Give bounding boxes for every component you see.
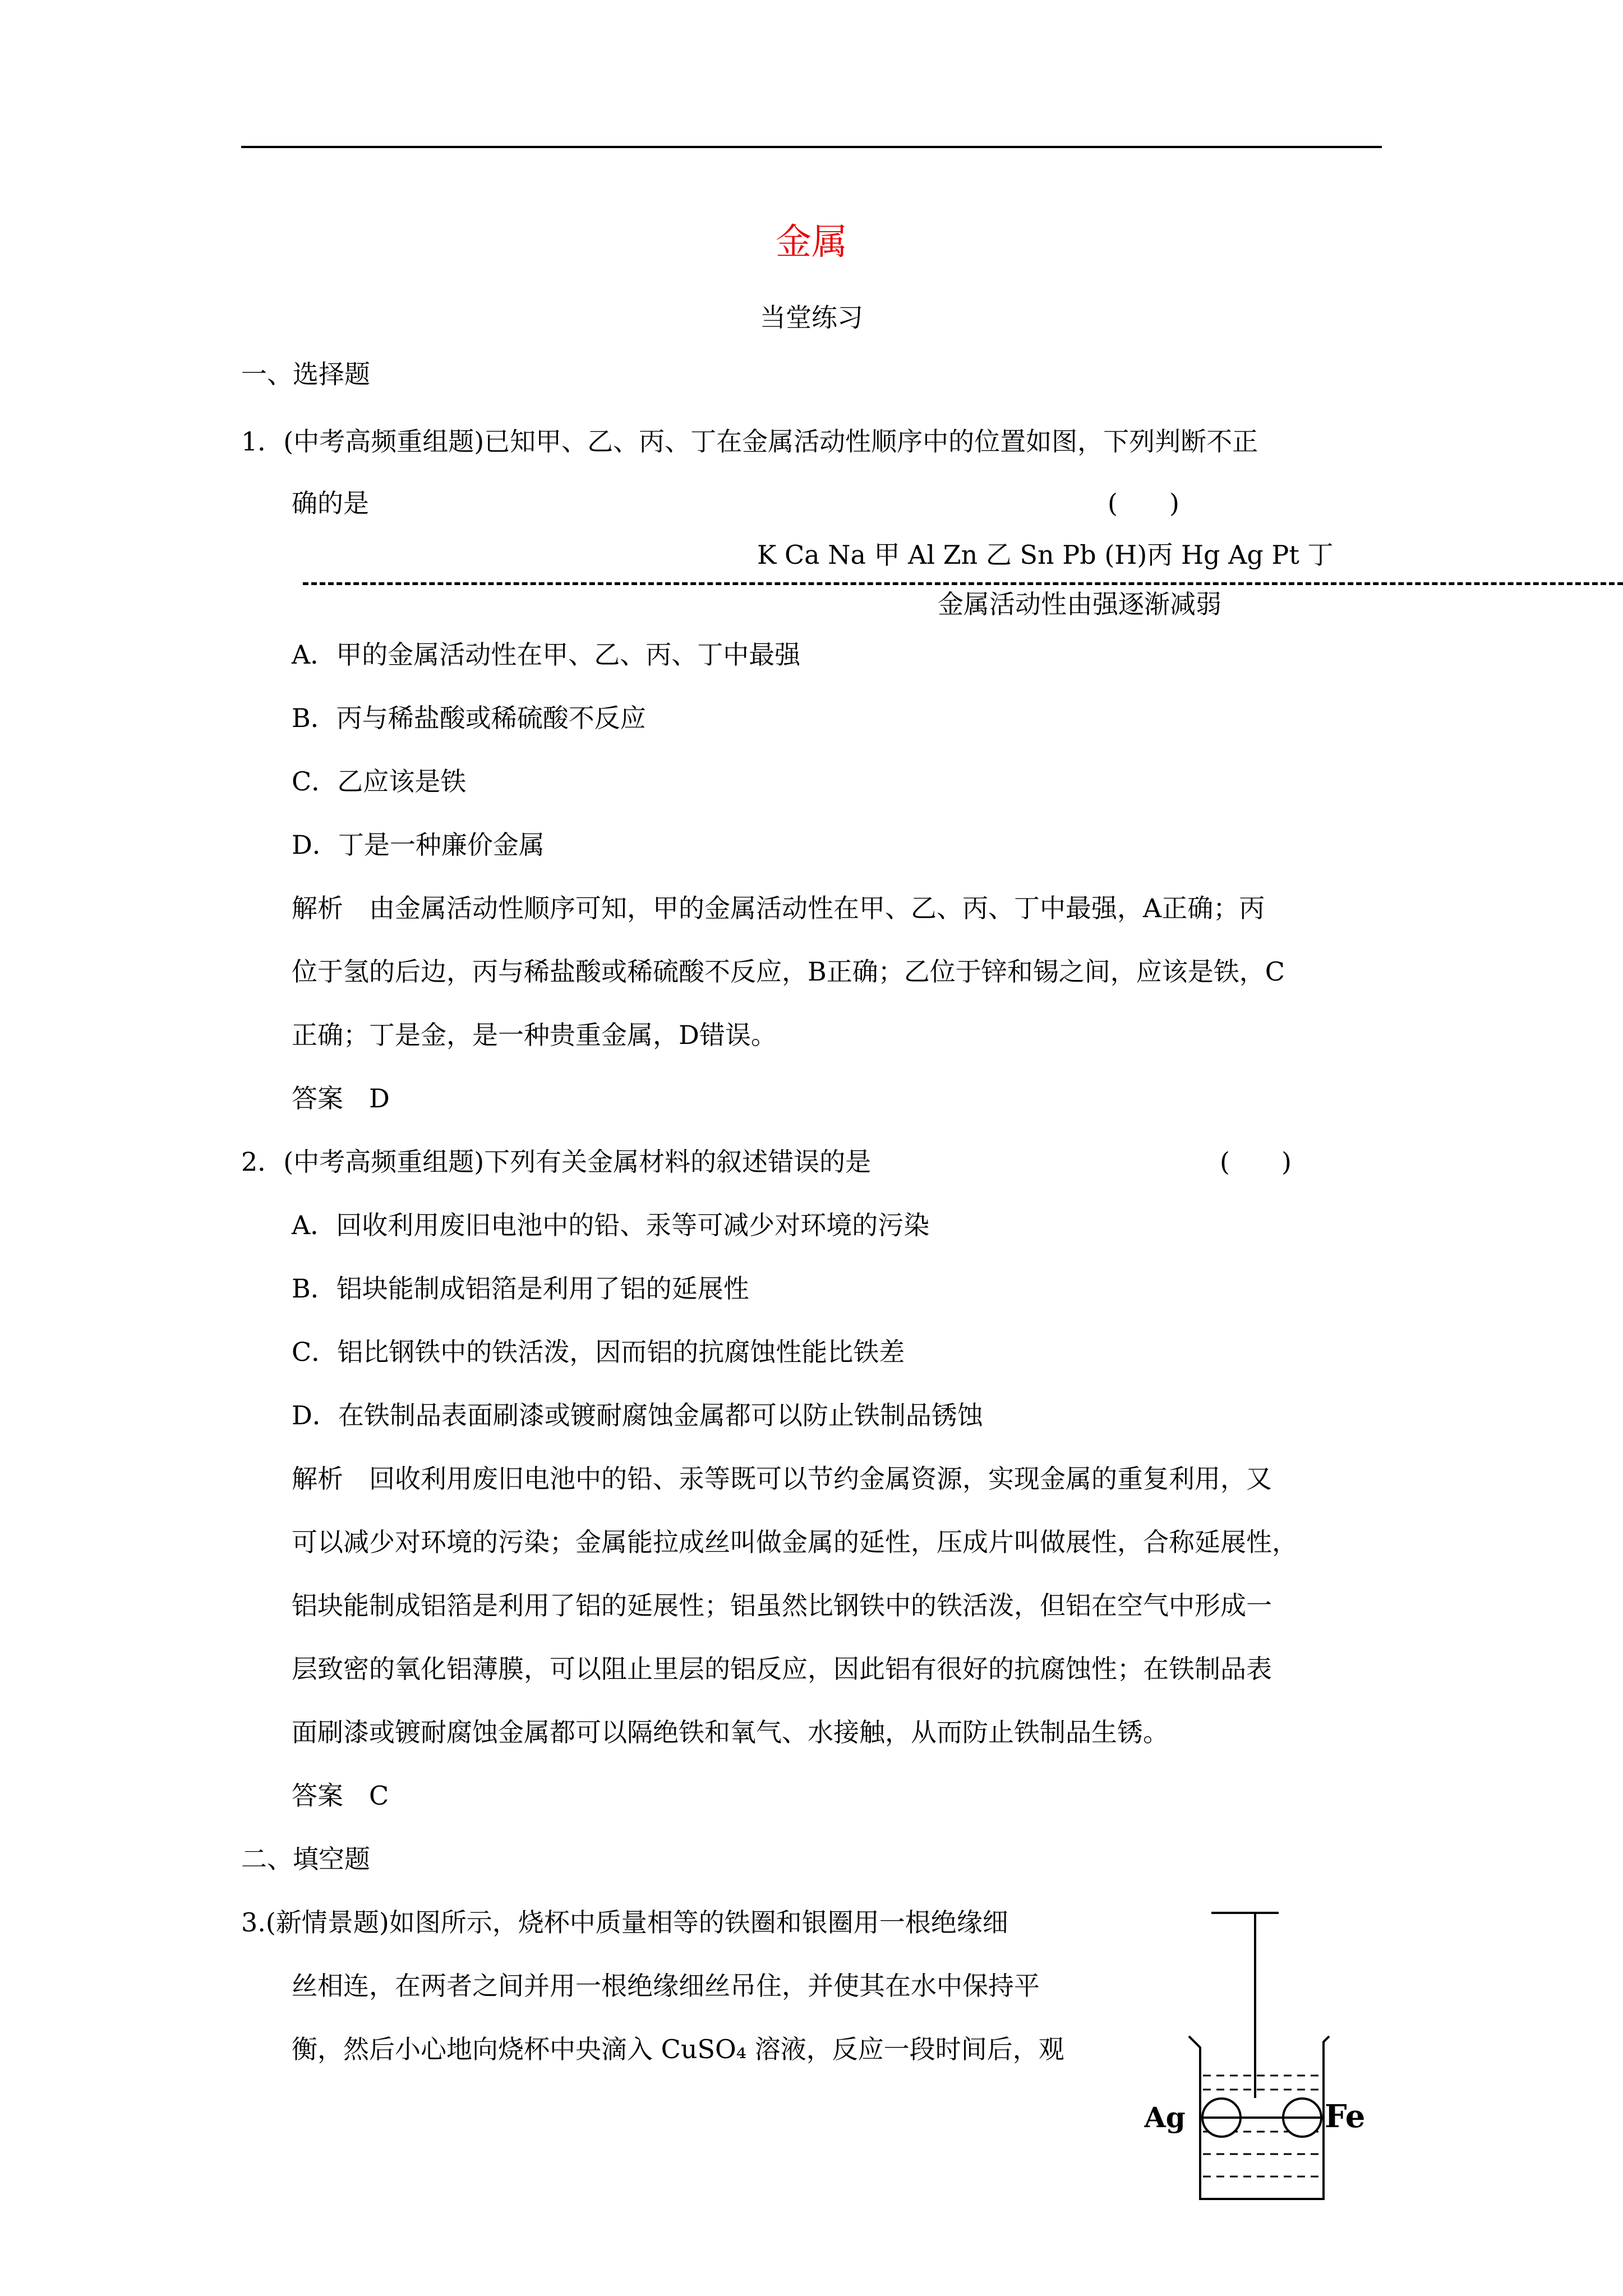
q1-analysis-line1: 解析 由金属活动性顺序可知，甲的金属活动性在甲、乙、丙、丁中最强，A正确；丙 [292,893,1265,923]
beaker-figure [1144,1907,1380,2221]
q3-stem-line3: 衡，然后小心地向烧杯中央滴入 CuSO₄ 溶液，反应一段时间后，观 [292,2034,1064,2064]
q1-option-a: A．甲的金属活动性在甲、乙、丙、丁中最强 [292,639,801,670]
q1-option-c: C．乙应该是铁 [292,766,467,797]
q2-analysis-line3: 铝块能制成铝箔是利用了铝的延展性；铝虽然比钢铁中的铁活泼，但铝在空气中形成一 [292,1590,1272,1621]
q3-stem-line2: 丝相连，在两者之间并用一根绝缘细丝吊住，并使其在水中保持平 [292,1971,1040,2001]
q2-option-b: B．铝块能制成铝箔是利用了铝的延展性 [292,1273,749,1304]
q2-analysis-line4: 层致密的氧化铝薄膜，可以阻止里层的铝反应，因此铝有很好的抗腐蚀性；在铁制品表 [292,1654,1272,1684]
q2-analysis-line2: 可以减少对环境的污染；金属能拉成丝叫做金属的延性，压成片叫做展性，合称延展性， [292,1527,1298,1557]
activity-series-caption: 金属活动性由强逐渐减弱 [938,589,1221,619]
q1-analysis-line2: 位于氢的后边，丙与稀盐酸或稀硫酸不反应，B正确；乙位于锌和锡之间，应该是铁，C [292,956,1285,987]
q2-option-c: C．铝比钢铁中的铁活泼，因而铝的抗腐蚀性能比铁差 [292,1337,905,1367]
q2-answer-bracket: ( ) [1220,1147,1292,1177]
section-heading-choice: 一、选择题 [241,359,370,389]
q2-answer: 答案 C [292,1780,389,1811]
q1-analysis-line3: 正确；丁是金，是一种贵重金属，D错误。 [292,1020,777,1050]
activity-series-dashed-line [303,582,1623,585]
q2-stem: 2．(中考高频重组题)下列有关金属材料的叙述错误的是 [241,1147,872,1177]
section-heading-fill: 二、填空题 [241,1844,370,1874]
page-title: 金属 [776,222,847,263]
figure-label-fe: Fe [1325,2098,1366,2135]
q2-analysis-line1: 解析 回收利用废旧电池中的铅、汞等既可以节约金属资源，实现金属的重复利用，又 [292,1464,1272,1494]
q1-answer-bracket: ( ) [1108,488,1179,518]
q2-option-a: A．回收利用废旧电池中的铅、汞等可减少对环境的污染 [292,1210,930,1240]
q1-stem-line2: 确的是 [292,488,369,518]
q1-option-b: B．丙与稀盐酸或稀硫酸不反应 [292,703,646,733]
page-subtitle: 当堂练习 [760,302,863,333]
q1-stem-line1: 1．(中考高频重组题)已知甲、乙、丙、丁在金属活动性顺序中的位置如图，下列判断不正 [241,426,1258,457]
q3-stem-line1: 3.(新情景题)如图所示，烧杯中质量相等的铁圈和银圈用一根绝缘细 [241,1907,1008,1938]
activity-series: K Ca Na 甲 Al Zn 乙 Sn Pb (H)丙 Hg Ag Pt 丁 [757,540,1334,570]
header-rule [241,146,1382,148]
figure-label-ag: Ag [1144,2101,1186,2134]
q2-analysis-line5: 面刷漆或镀耐腐蚀金属都可以隔绝铁和氧气、水接触，从而防止铁制品生锈。 [292,1717,1169,1747]
q1-option-d: D．丁是一种廉价金属 [292,830,545,860]
q1-answer: 答案 D [292,1083,390,1114]
q2-option-d: D．在铁制品表面刷漆或镀耐腐蚀金属都可以防止铁制品锈蚀 [292,1400,983,1430]
